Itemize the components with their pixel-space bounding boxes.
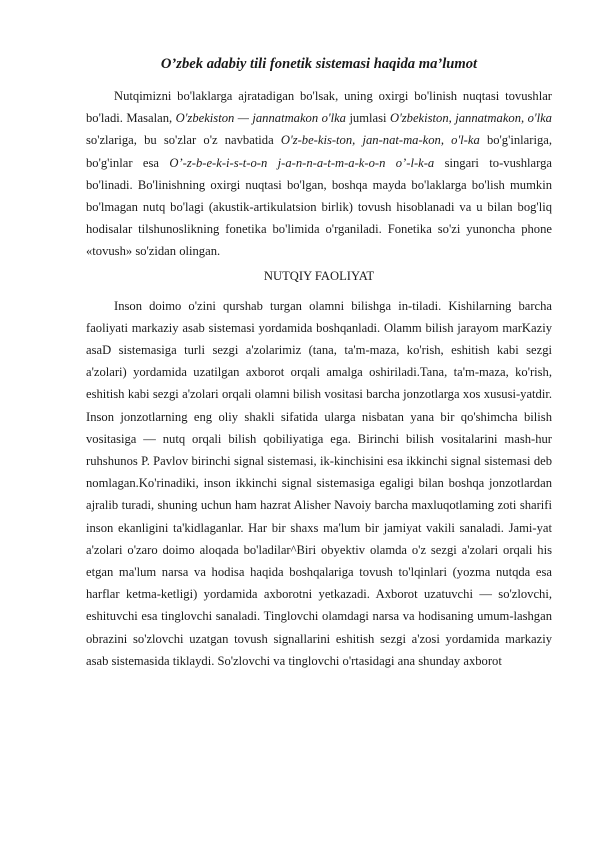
text-run: Nutqimizni bo'laklarga ajratadigan bo'lsak, uning oxirgi bo'linish nuqtasi tovushlar bo'ladi. Masalan, xyxy=(86,89,552,126)
text-run: so'zlariga, bu so'zlar o'z navbatida xyxy=(86,133,281,148)
paragraph-intro xyxy=(86,85,552,263)
page-title: O’zbek adabiy tili fonetik sistemasi haqida ma’lumot xyxy=(160,56,478,72)
italic-run: O'z-be-kis-ton, jan-nat-ma-kon, o'l-ka xyxy=(280,133,480,148)
paragraph-nutqiy-faoliyat: Inson doimo o'zini qurshab turgan olamni bilishga in-tiladi. Kishilarning barcha faoliyati markaziy asab sistemasi yordamida boshqanladi. Olamm bilish jarayom marKaziy asaD sistemasiga turli sezgi a'zolarimiz (tana, ta'm-maza, ko'rish, eshitish kabi sezgi a'zolari) yordamida uzatilgan axborot orqali amalga oshiriladi.Tana, ta'm-maza, ko'rish, eshitish kabi sezgi a'zolari orqali olamni bilish vositasi barcha jonzotlarga xos xususi-yatdir. Inson jonzotlarning eng oliy shakli sifatida ularga nisbatan yana bir qo'shimcha bilish vositasiga — nutq orqali bilish qobiliyatiga ega. Birinchi bilish vositalarini mash-hur ruhshunos P. Pavlov birinchi signal sistemasi, ik-kinchisini esa ikkinchi signal sistemasi deb nomlagan.Ko'rinadiki, inson ikkinchi signal sistemasiga egaligi bilan boshqa jonzotlardan ajralib turadi, shuning uchun ham hazrat Alisher Navoiy barcha maxluqotlaming zoti sharifi inson ekanligini ta'kidlaganlar. Har bir shaxs ma'lum bir jamiyat vakili sanaladi. Jami-yat a'zolari o'zaro doimo aloqada bo'ladilar^Biri obyektiv olamda o'z sezgi a'zolari orqali his etgan ma'lum narsa va hodisa haqida boshqalariga tovush to'lqinlari (yozma nutqda esa harflar ketma-ketligi) yordamida axborotni yetkazadi. Axborot uzatuvchi — so'zlovchi, eshituvchi esa tinglovchi sanaladi. Tinglovchi olamdagi narsa va hodisaning umum-lashgan obrazini so'zlovchi uzatgan tovush signallarini eshitish sezgi a'zosi yordamida markaziy asab sistemasida tiklaydi. So'zlovchi va tinglovchi o'rtasidagi ana shunday axborot xyxy=(86,298,552,668)
italic-run: O'zbekiston, jannatmakon, o'lka xyxy=(389,111,552,126)
italic-run: O'zbekiston — jannatmakon o'lka xyxy=(175,111,346,126)
italic-run: O’-z-b-e-k-i-s-t-o-n j-a-n-n-a-t-m-a-k-o-n o’-l-k-a xyxy=(169,155,435,170)
section-heading: NUTQIY FAOLIYAT xyxy=(263,268,375,283)
text-run: jumlasi xyxy=(345,111,390,126)
text-run: singari to-vushlarga bo'linadi. Bo'linishning oxirgi nuqtasi bo'lgan, boshqa mayda bo'laklarga bo'lish mumkin bo'lmagan nutq bo'lagi (akustik-artikulatsion birlik) tovush hisoblanadi va u bilan bog'liq hodisalar tilshunoslikning fonetika bo'limida o'rganiladi. Fonetika so'zi yunoncha phone «tovush» so'zidan olingan. xyxy=(86,155,552,259)
document-page xyxy=(86,55,552,672)
text-run: bo'g'inlariga, bo'g'inlar esa xyxy=(86,133,552,170)
